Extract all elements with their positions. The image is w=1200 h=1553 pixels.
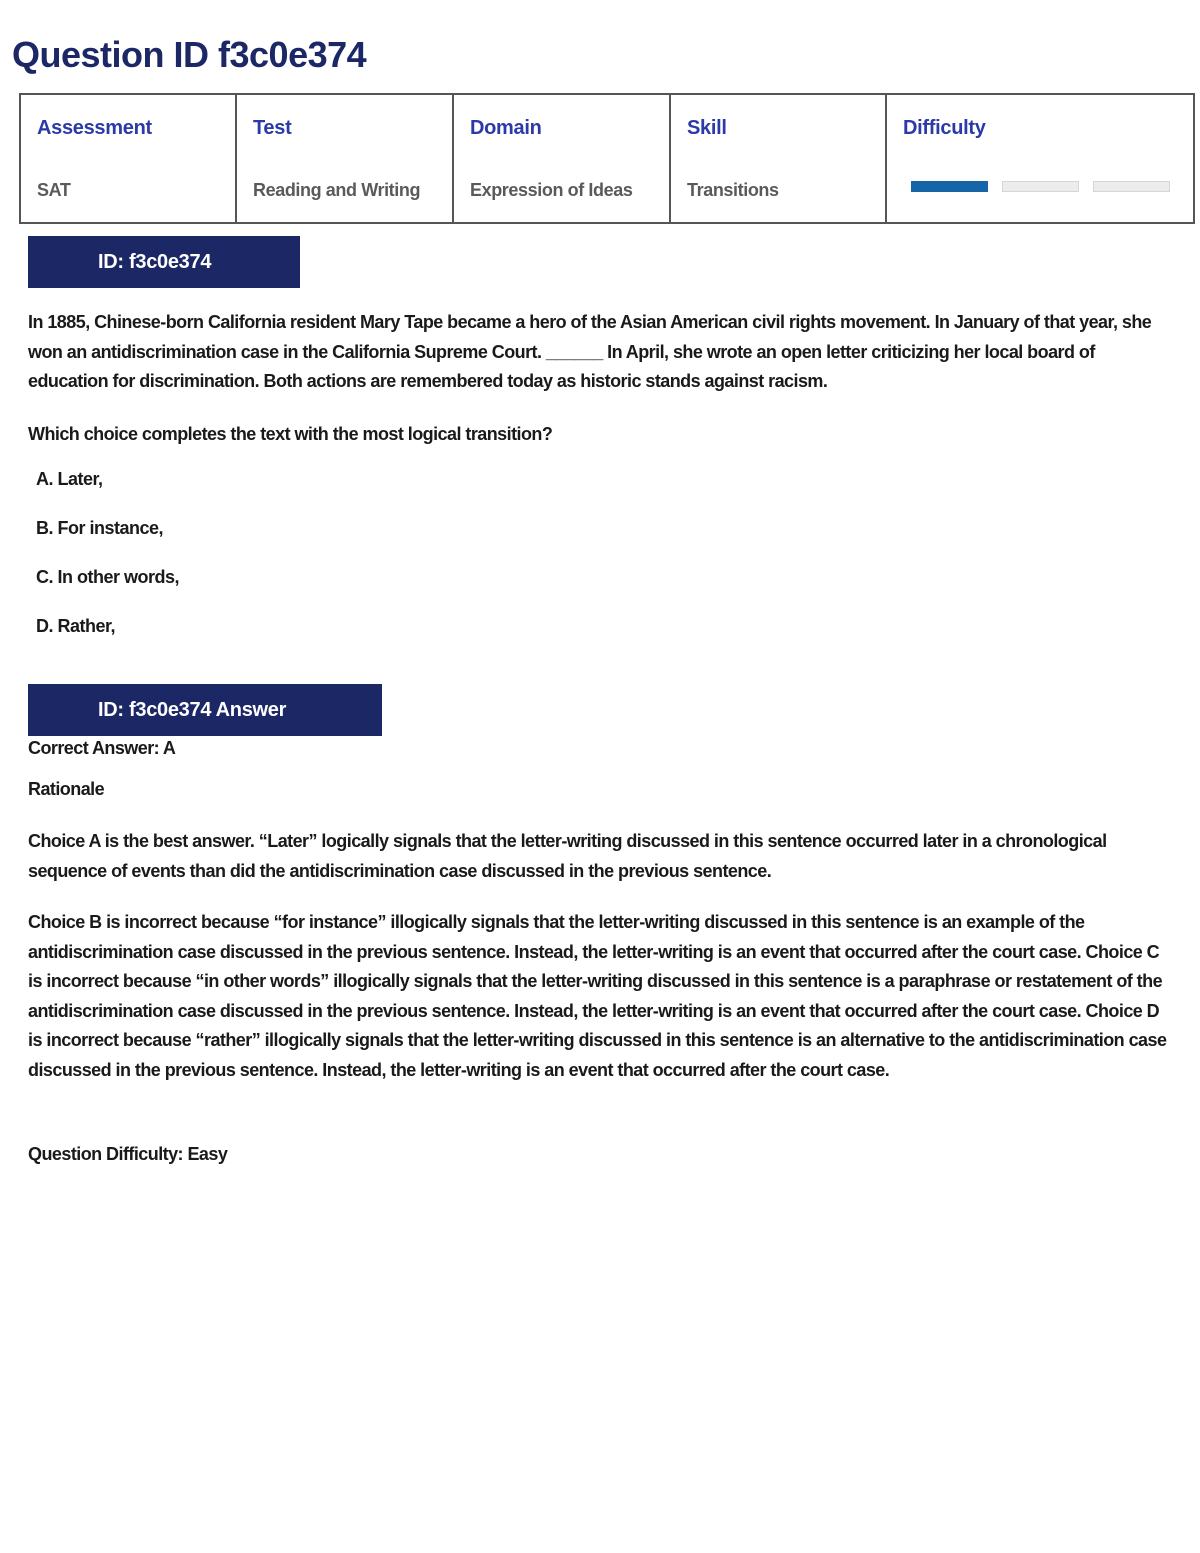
test-label: Test [253,117,292,139]
answer-id-header: ID: f3c0e374 Answer [28,684,382,736]
domain-value: Expression of Ideas [470,180,633,200]
difficulty-bar-filled [911,181,988,192]
answer-choice-c: C. In other words, [36,567,180,587]
page-title: Question ID f3c0e374 [12,34,367,75]
difficulty-bar-empty [1093,181,1170,192]
rationale-paragraph: Choice A is the best answer. “Later” logically signals that the letter-writing discussed in this sentence occurred later in a chronological sequence of events than did the antidiscrimination case discussed in the previous sentence. [28,831,1107,881]
rationale-paragraph: Choice B is incorrect because “for instance” illogically signals that the letter-writing discussed in this sentence is an example of the antidiscrimination case discussed in the previous sentence. Instead, the letter-writing is an event that occurred after the court case. Choice C is incorrect because “in other words” illogically signals that the letter-writing discussed in this sentence is a paraphrase or restatement of the antidiscrimination case discussed in the previous sentence. Instead, the letter-writing is an event that occurred after the court case. Choice D is incorrect because “rather” illogically signals that the letter-writing discussed in this sentence is an alternative to the antidiscrimination case discussed in the previous sentence. Instead, the letter-writing is an event that occurred after the court case. [28,912,1167,1080]
difficulty-label: Difficulty [903,117,986,139]
question-id-header: ID: f3c0e374 [28,236,300,288]
correct-answer: Correct Answer: A [28,738,176,758]
answer-choice-b: B. For instance, [36,518,164,538]
difficulty-bar-empty [1002,181,1079,192]
domain-cell [454,95,671,222]
difficulty-cell [887,95,1193,222]
answer-choice-d: D. Rather, [36,616,116,636]
question-passage: In 1885, Chinese-born California resident Mary Tape became a hero of the Asian American civil rights movement. In January of that year, she won an antidiscrimination case in the California Supreme Court. ______ In April, she wrote an open letter criticizing her local board of education for discrimination. Both actions are remembered today as historic stands against racism. [28,312,1152,392]
answer-choice-a: A. Later, [36,469,103,489]
question-metadata-table [19,93,1195,224]
assessment-value: SAT [37,180,71,200]
question-difficulty: Question Difficulty: Easy [28,1144,228,1164]
assessment-cell [21,95,237,222]
skill-cell [671,95,887,222]
test-cell [237,95,454,222]
domain-label: Domain [470,117,542,139]
rationale-label: Rationale [28,779,105,799]
assessment-label: Assessment [37,117,152,139]
question-prompt: Which choice completes the text with the most logical transition? [28,424,553,444]
skill-label: Skill [687,117,727,139]
skill-value: Transitions [687,180,779,200]
difficulty-indicator [911,181,1170,192]
test-value: Reading and Writing [253,180,421,200]
